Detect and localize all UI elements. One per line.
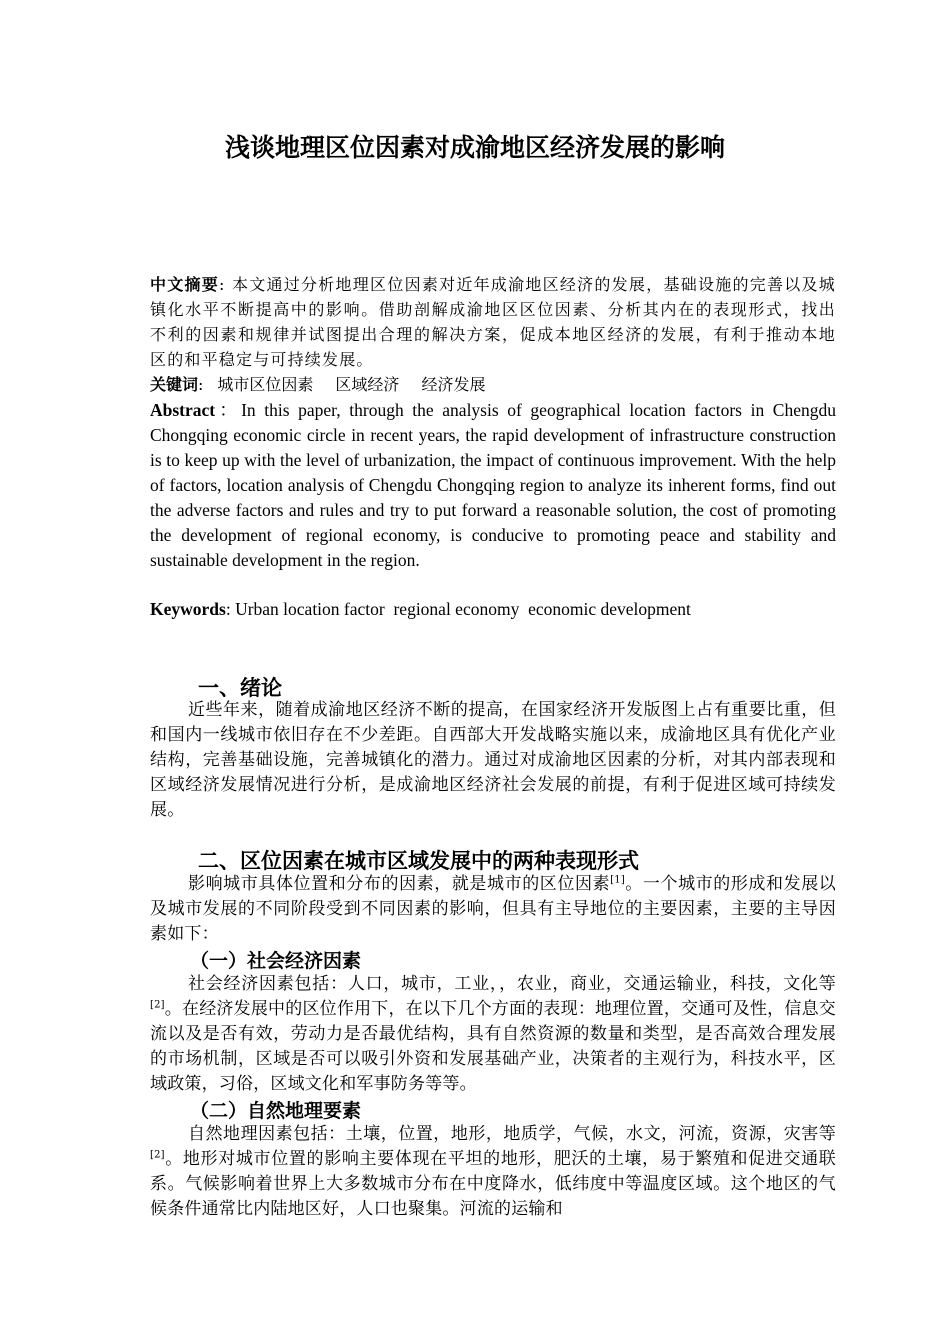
section-2-heading: 二、区位因素在城市区域发展中的两种表现形式: [198, 849, 639, 873]
abstract-cn-label: 中文摘要: [150, 275, 220, 294]
subsection-2-paragraph: [150, 1122, 836, 1222]
subsection-1-heading: （一）社会经济因素: [190, 950, 362, 972]
keywords-cn-colon: :: [198, 375, 204, 394]
subsection-2-heading: （二）自然地理要素: [190, 1100, 362, 1122]
section-2-intro-text: 影响城市具体位置和分布的因素，就是城市的区位因素: [188, 874, 611, 894]
subsection-1-text: 社会经济因素包括：人口，城市，工业，，农业，商业，交通运输业，科技，文化等: [188, 974, 836, 994]
subsection-2-text-cont: 。地形对城市位置的影响主要体现在平坦的地形，肥沃的土壤，易于繁殖和促进交通联系。气候影响着世界上大多数城市分布在中度降水，低纬度中等温度区域。这个地区的气候条件通常比内陆地区好，人口也聚集。河流的运输和: [150, 1149, 836, 1219]
abstract-cn: [150, 272, 836, 372]
citation-ref: [1]: [610, 874, 625, 886]
subsection-1-paragraph: [150, 972, 836, 1097]
citation-ref: [2]: [150, 999, 165, 1011]
subsection-1-text-cont: 。在经济发展中的区位作用下，在以下几个方面的表现：地理位置，交通可及性，信息交流以及是否有效，劳动力是否最优结构，具有自然资源的数量和类型，是否高效合理发展的市场机制，区域是否可以吸引外资和发展基础产业，决策者的主观行为，科技水平，区域政策，习俗，区域文化和军事防务等等。: [150, 999, 836, 1094]
section-2-intro-text-cont: 。一个城市的形成和发展以及城市发展的不同阶段受到不同因素的影响，但具有主导地位的主要因素，主要的主导因素如下：: [150, 874, 836, 944]
keywords-en: [150, 597, 836, 622]
citation-ref: [2]: [150, 1149, 165, 1161]
abstract-cn-text: : 本文通过分析地理区位因素对近年成渝地区经济的发展，基础设施的完善以及城镇化水平不断提高中的影响。借助剖解成渝地区区位因素、分析其内在的表现形式，找出不利的因素和规律并试图提出合理的解决方案，促成本地区经济的发展，有利于推动本地区的和平稳定与可持续发展。: [150, 275, 836, 369]
keyword-cn-item: 城市区位因素: [217, 375, 314, 394]
abstract-en: [150, 398, 836, 573]
abstract-en-label: Abstract: [150, 400, 216, 420]
paper-title: 浅谈地理区位因素对成渝地区经济发展的影响: [224, 133, 725, 162]
section-1-paragraph: 近些年来，随着成渝地区经济不断的提高，在国家经济开发版图上占有重要比重，但和国内一线城市依旧存在不少差距。自西部大开发战略实施以来，成渝地区具有优化产业结构，完善基础设施，完善城镇化的潜力。通过对成渝地区因素的分析，对其内部表现和区域经济发展情况进行分析，是成渝地区经济社会发展的前提，有利于促进区域可持续发展。: [150, 700, 836, 820]
subsection-2-text: 自然地理因素包括：土壤，位置，地形，地质学，气候，水文，河流，资源，灾害等: [188, 1124, 836, 1144]
abstract-en-text: ：In this paper, through the analysis of geographical location factors in Chengdu Chongqing economic circle in recent years, the rapid development of infrastructure construction is to keep up with the level of urbanization, the impact of continuous improvement. With the help of factors, location analysis of Chengdu Chongqing region to analyze its inherent forms, find out the adverse factors and rules and try to put forward a reasonable solution, the cost of promoting the development of regional economy, is conducive to promoting peace and stability and sustainable development in the region.: [150, 400, 836, 570]
keyword-cn-item: 经济发展: [421, 375, 486, 394]
keywords-en-label: Keywords: [150, 599, 226, 619]
keywords-en-text: : Urban location factor regional economy economic development: [225, 599, 691, 619]
section-2-intro: [150, 872, 836, 947]
keywords-cn-label: 关键词: [150, 375, 199, 394]
keywords-cn: [150, 372, 836, 397]
section-1-heading: 一、绪论: [198, 676, 282, 700]
keyword-cn-item: 区域经济: [335, 375, 400, 394]
